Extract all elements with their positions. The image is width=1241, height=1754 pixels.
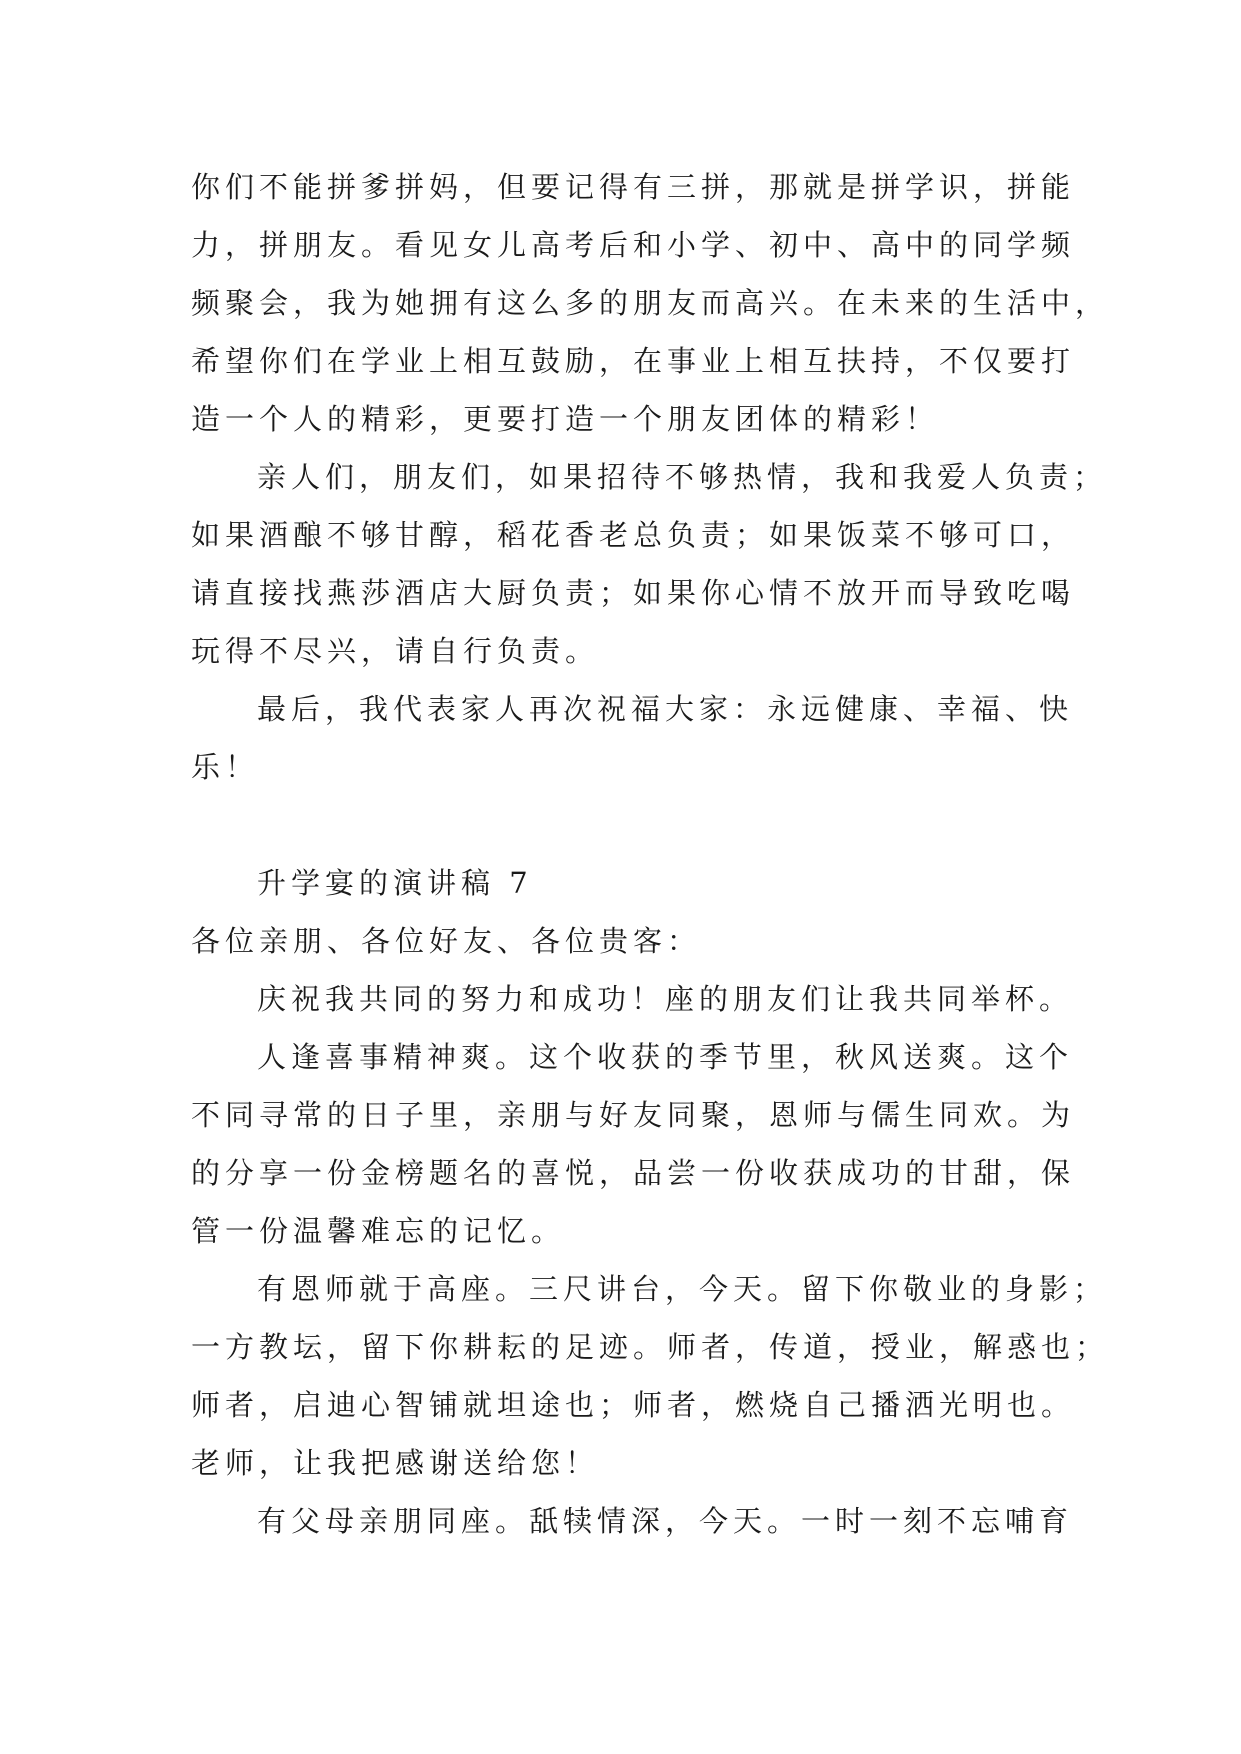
paragraph-line: 人逢喜事精神爽。这个收获的季节里，秋风送爽。这个 [257,1040,1074,1074]
paragraph-line: 请直接找燕莎酒店大厨负责；如果你心情不放开而导致吃喝 [191,576,1076,610]
paragraph-line: 乐！ [191,750,260,784]
paragraph-line: 老师，让我把感谢送给您！ [191,1446,600,1480]
paragraph-line: 有父母亲朋同座。舐犊情深，今天。一时一刻不忘哺育 [257,1504,1074,1538]
paragraph-line: 亲人们，朋友们，如果招待不够热情，我和我爱人负责； [257,460,1108,494]
paragraph-line: 的分享一份金榜题名的喜悦，品尝一份收获成功的甘甜，保 [191,1156,1076,1190]
paragraph-line: 玩得不尽兴，请自行负责。 [191,634,600,668]
paragraph-line: 师者，启迪心智铺就坦途也；师者，燃烧自己播洒光明也。 [191,1388,1076,1422]
paragraph-line: 力，拼朋友。看见女儿高考后和小学、初中、高中的同学频 [191,228,1076,262]
document-body [191,158,1110,1550]
paragraph-line: 管一份温馨难忘的记忆。 [191,1214,566,1248]
section-spacer [191,796,1051,854]
paragraph-line: 庆祝我共同的努力和成功！座的朋友们让我共同举杯。 [257,982,1074,1016]
paragraph-line: 频聚会，我为她拥有这么多的朋友而高兴。在未来的生活中， [191,286,1110,320]
salutation-line: 各位亲朋、各位好友、各位贵客： [191,924,702,958]
section-heading: 升学宴的演讲稿 7 [257,866,533,900]
paragraph-line: 一方教坛，留下你耕耘的足迹。师者，传道，授业，解惑也； [191,1330,1110,1364]
paragraph-line: 造一个人的精彩，更要打造一个朋友团体的精彩！ [191,402,940,436]
paragraph-line: 不同寻常的日子里，亲朋与好友同聚，恩师与儒生同欢。为 [191,1098,1076,1132]
paragraph-line: 最后，我代表家人再次祝福大家：永远健康、幸福、快 [257,692,1074,726]
paragraph-line: 如果酒酿不够甘醇，稻花香老总负责；如果饭菜不够可口， [191,518,1076,552]
paragraph-line: 你们不能拼爹拼妈，但要记得有三拼，那就是拼学识，拼能 [191,170,1076,204]
paragraph-line: 希望你们在学业上相互鼓励，在事业上相互扶持，不仅要打 [191,344,1076,378]
paragraph-line: 有恩师就于高座。三尺讲台，今天。留下你敬业的身影； [257,1272,1108,1306]
